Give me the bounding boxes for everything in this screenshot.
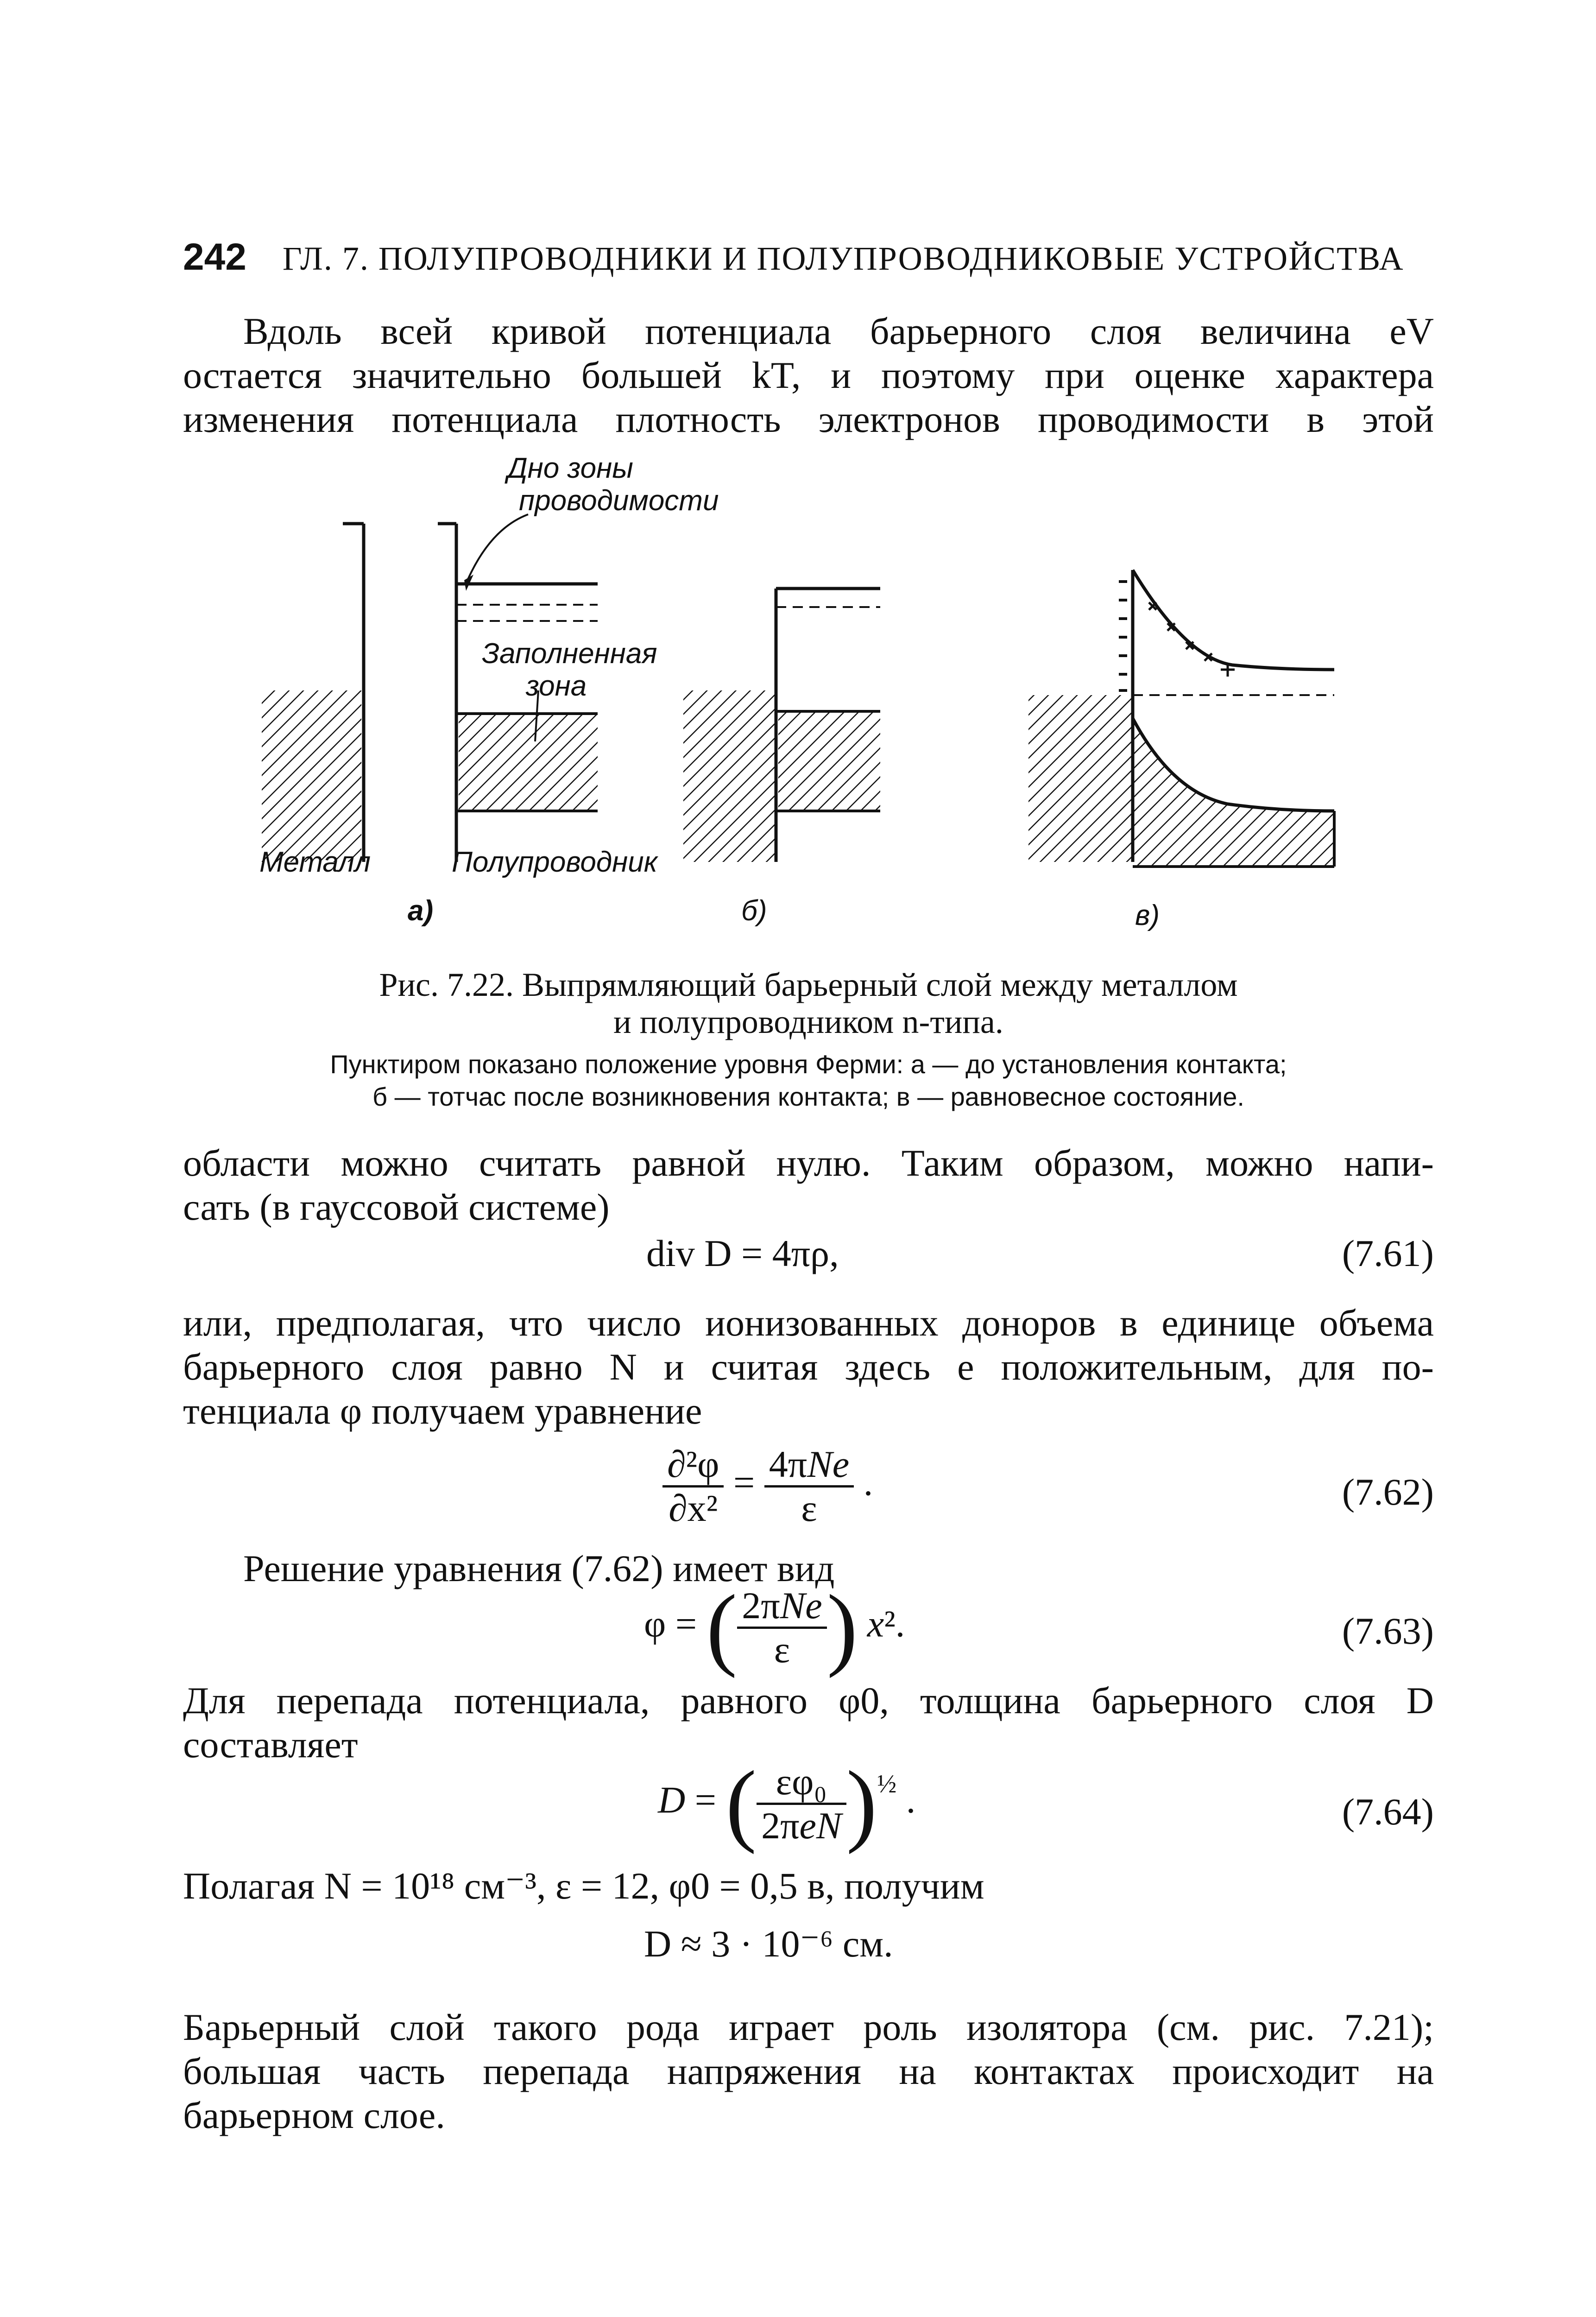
equation-number-7-64: (7.64): [1342, 1791, 1434, 1833]
label-metal: Металл: [259, 846, 371, 878]
intro-line-2: остается значительно большей kT, и поэтому при оценке характера: [183, 354, 1434, 396]
p3-line: Решение уравнения (7.62) имеет вид: [243, 1547, 835, 1589]
label-conduction-band-1: Дно зоны: [507, 452, 633, 484]
figure-note-line-2: б — тотчас после возникновения контакта; в — равновесное состояние.: [372, 1082, 1244, 1111]
panel-a-label: а): [408, 895, 434, 927]
equation-number-7-62: (7.62): [1342, 1471, 1434, 1513]
panel-b-label: б): [741, 895, 767, 927]
p4-line-1: Для перепада потенциала, равного φ0, толщина барьерного слоя D: [183, 1679, 1434, 1722]
panel-c: [1028, 570, 1334, 867]
numeric-result: D ≈ 3 · 10⁻⁶ см.: [644, 1923, 893, 1965]
p2-line-1: или, предполагая, что число ионизованных доноров в единице объема: [183, 1302, 1434, 1344]
equation-7-61: div D = 4πρ,: [646, 1232, 839, 1274]
band-diagram-figure: [232, 459, 1390, 969]
label-conduction-band-2: проводимости: [519, 485, 719, 517]
panel-c-label: в): [1135, 899, 1160, 931]
page-number: 242: [183, 236, 246, 278]
p5-line: Полагая N = 10¹⁸ см⁻³, ε = 12, φ0 = 0,5 в, получим: [183, 1865, 984, 1907]
chapter-title: ГЛ. 7. ПОЛУПРОВОДНИКИ И ПОЛУПРОВОДНИКОВЫЕ УСТРОЙСТВА: [282, 240, 1404, 277]
equation-number-7-63: (7.63): [1342, 1610, 1434, 1652]
figure-caption-line-1: Рис. 7.22. Выпрямляющий барьерный слой между металлом: [379, 966, 1238, 1003]
p1-line-1: области можно считать равной нулю. Таким образом, можно напи-: [183, 1142, 1434, 1184]
label-filled-band-1: Заполненная: [482, 638, 657, 670]
label-filled-band-2: зона: [526, 670, 587, 702]
p6-line-1: Барьерный слой такого рода играет роль изолятора (см. рис. 7.21);: [183, 2006, 1434, 2048]
p4-line-2: составляет: [183, 1723, 358, 1766]
figure-note-line-1: Пунктиром показано положение уровня Ферми: а — до установления контакта;: [330, 1050, 1287, 1079]
equation-7-63: φ = ( $\frac{\text{2πNe}}{\varepsilon}$ ) x².: [644, 1576, 905, 1679]
equation-7-64: D = ( $\frac{\text{εφ₀}}{\text{2πeN}}$ )$^{\frac{1}{2}}$ .: [658, 1752, 916, 1855]
equation-number-7-61: (7.61): [1342, 1232, 1434, 1274]
p1-line-2: сать (в гауссовой системе): [183, 1186, 610, 1228]
panel-a-metal: [262, 524, 364, 862]
p2-line-3: тенциала φ получаем уравнение: [183, 1390, 702, 1432]
equation-7-62: $\frac{\text{∂²φ}}{\text{∂x²}}$ = $\frac{\text{4πNe}}{\varepsilon}$ .: [662, 1443, 873, 1529]
intro-line-3: изменения потенциала плотность электронов проводимости в этой: [183, 398, 1434, 440]
figure-caption-line-2: и полупроводником n-типа.: [613, 1003, 1003, 1040]
running-header: [183, 234, 1434, 282]
panel-b: [683, 589, 880, 862]
p6-line-2: большая часть перепада напряжения на контактах происходит на: [183, 2050, 1434, 2092]
label-semiconductor: Полупроводник: [452, 846, 658, 878]
p2-line-2: барьерного слоя равно N и считая здесь e положительным, для по-: [183, 1346, 1434, 1388]
p6-line-3: барьерном слое.: [183, 2094, 445, 2136]
intro-line-1: Вдоль всей кривой потенциала барьерного слоя величина eV: [243, 310, 1434, 352]
